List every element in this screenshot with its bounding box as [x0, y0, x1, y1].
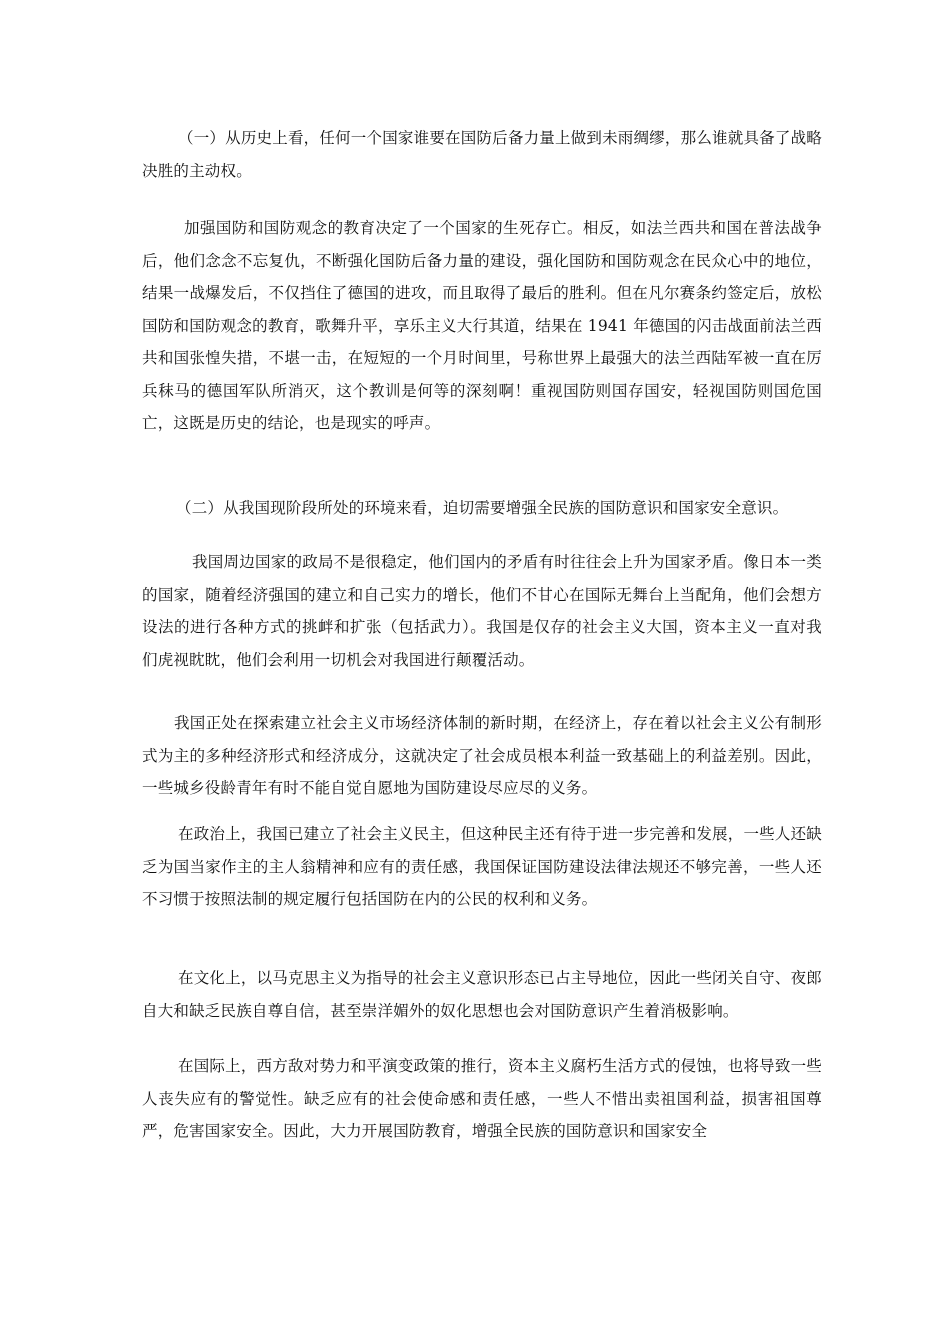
paragraph-environment-heading: （二）从我国现阶段所处的环境来看，迫切需要增强全民族的国防意识和国家安全意识。	[176, 499, 789, 517]
paragraph-neighbors: 我国周边国家的政局不是很稳定，他们国内的矛盾有时往往会上升为国家矛盾。像日本一类的国家，随着经济强国的建立和自己实力的增长，他们不甘心在国际无舞台上当配角，他们会想方设法的进行各种方式的挑衅和扩张（包括武力）。我国是仅存的社会主义大国，资本主义一直对我们虎视眈眈，他们会利用一切机会对我国进行颠覆活动。	[142, 553, 822, 669]
paragraph-history-body: 加强国防和国防观念的教育决定了一个国家的生死存亡。相反，如法兰西共和国在普法战争后，他们念念不忘复仇，不断强化国防后备力量的建设，强化国防和国防观念在民众心中的地位，结果一战爆发后，不仅挡住了德国的进攻，而且取得了最后的胜利。但在凡尔赛条约签定后，放松国防和国防观念的教育，歌舞升平，享乐主义大行其道，结果在 1941 年德国的闪击战面前法兰西共和国张惶失措，不堪一击，在短短的一个月时间里，号称世界上最强大的法兰西陆军被一直在厉兵秣马的德国军队所消灭，这个教训是何等的深刻啊！重视国防则国存国安，轻视国防则国危国亡，这既是历史的结论，也是现实的呼声。	[142, 219, 822, 432]
paragraph-politics: 在政治上，我国已建立了社会主义民主，但这种民主还有待于进一步完善和发展，一些人还缺乏为国当家作主的主人翁精神和应有的责任感，我国保证国防建设法律法规还不够完善，一些人还不习惯于按照法制的规定履行包括国防在内的公民的权利和义务。	[142, 825, 822, 908]
paragraph-economy: 我国正处在探索建立社会主义市场经济体制的新时期，在经济上，存在着以社会主义公有制形式为主的多种经济形式和经济成分，这就决定了社会成员根本利益一致基础上的利益差别。因此，一些城乡役龄青年有时不能自觉自愿地为国防建设尽应尽的义务。	[142, 714, 822, 797]
paragraph-international: 在国际上，西方敌对势力和平演变政策的推行，资本主义腐朽生活方式的侵蚀，也将导致一些人丧失应有的警觉性。缺乏应有的社会使命感和责任感，一些人不惜出卖祖国利益，损害祖国尊严，危害国家安全。因此，大力开展国防教育，增强全民族的国防意识和国家安全	[142, 1057, 822, 1140]
paragraph-history-heading: （一）从历史上看，任何一个国家谁要在国防后备力量上做到未雨绸缪，那么谁就具备了战略决胜的主动权。	[142, 129, 822, 180]
paragraph-culture: 在文化上，以马克思主义为指导的社会主义意识形态已占主导地位，因此一些闭关自守、夜郎自大和缺乏民族自尊自信，甚至崇洋媚外的奴化思想也会对国防意识产生着消极影响。	[142, 969, 822, 1020]
